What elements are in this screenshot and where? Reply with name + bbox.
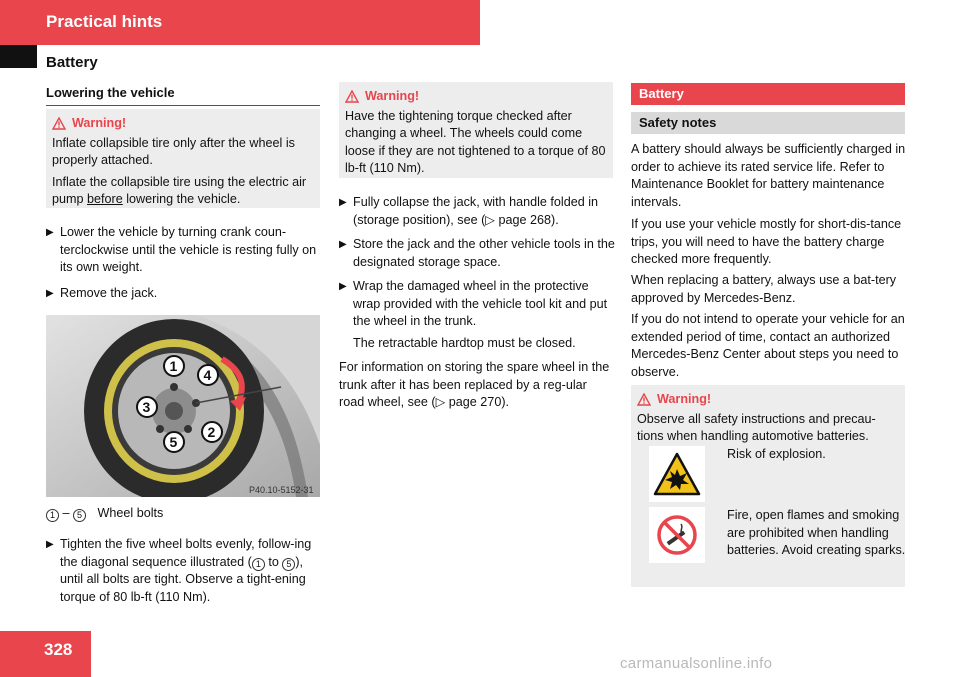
wheel-illustration <box>46 315 320 497</box>
step-arrow-icon: ▶ <box>46 539 54 550</box>
warning-title: Warning! <box>637 391 899 409</box>
bolt-circle-1: 1 <box>252 558 265 571</box>
safety-row-explosion <box>649 446 907 502</box>
bolt-circle-1: 1 <box>46 509 59 522</box>
warning-text: Inflate collapsible tire only after the wheel is properly attached. <box>52 135 295 167</box>
step-store-jack: ▶ Store the jack and the other vehicle tools in the designated storage space. <box>339 237 615 269</box>
warning-text: Inflate the collapsible tire using the electric air pump before lowering the vehicle. <box>52 174 307 206</box>
warning-icon <box>345 90 359 103</box>
warning-icon <box>52 117 66 130</box>
bolt-label-5: 5 <box>169 434 178 450</box>
watermark: carmanualsonline.info <box>620 655 773 672</box>
step-arrow-icon: ▶ <box>339 239 347 250</box>
spare-wheel-paragraph: For information on storing the spare wheel in the trunk after it has been replaced by a reg-ular road wheel, see (▷ page 270). <box>339 360 610 409</box>
chapter-title: Practical hints <box>46 12 163 31</box>
step-remove-jack: ▶ Remove the jack. <box>46 285 322 303</box>
step-collapse-jack: ▶ Fully collapse the jack, with handle folded in (storage position), see (▷ page 268). <box>339 195 599 227</box>
photo-code: P40.10-5152-31 <box>249 485 314 495</box>
warning-text: Observe all safety instructions and precau-tions when handling automotive batteries. <box>637 411 876 443</box>
warning-title: Warning! <box>52 115 314 133</box>
battery-heading: Battery <box>631 83 905 105</box>
corner-block <box>0 45 37 68</box>
step-tighten-bolts: ▶ Tighten the five wheel bolts evenly, follow-ing the diagonal sequence illustrated ( 1 to 5 ), until all bolts are tight. Observe a tight-ening torque of 80 lb-ft (110 Nm). <box>46 537 312 604</box>
warning-box-middle <box>339 82 613 178</box>
step-arrow-icon: ▶ <box>46 227 54 238</box>
warning-text: Have the tightening torque checked after changing a wheel. The wheels could come loose if they are not tightened to a torque of 80 lb-ft (110 Nm). <box>345 108 606 175</box>
step-arrow-icon: ▶ <box>339 197 347 208</box>
step-wrap-wheel: ▶ Wrap the damaged wheel in the protective wrap provided with the vehicle tool kit and put the wheel in the trunk. The retractable hardtop must be closed. <box>339 278 615 352</box>
bolt-label-1: 1 <box>169 358 178 374</box>
safety-text: Risk of explosion. <box>727 447 826 461</box>
step-arrow-icon: ▶ <box>46 288 54 299</box>
battery-paragraph-4: If you do not intend to operate your vehicle for an extended period of time, contact an authorized Mercedes-Benz Center about steps you need to observe. <box>631 312 905 379</box>
step-lower-vehicle: ▶ Lower the vehicle by turning crank coun-terclockwise until the vehicle is resting fully on its own weight. <box>46 225 317 274</box>
explosion-icon <box>649 446 705 502</box>
section-title: Battery <box>46 54 98 71</box>
bolt-circle-5: 5 <box>282 558 295 571</box>
safety-notes-heading: Safety notes <box>631 112 905 134</box>
warning-icon <box>637 393 651 406</box>
battery-paragraph-1: A battery should always be sufficiently charged in order to achieve its rated service life. Refer to Maintenance Booklet for battery maintenance intervals. <box>631 142 906 209</box>
warning-box-left <box>46 109 320 208</box>
subhead-lowering: Lowering the vehicle <box>46 84 320 106</box>
battery-paragraph-3: When replacing a battery, always use a bat-tery approved by Mercedes-Benz. <box>631 273 897 305</box>
bolt-label-4: 4 <box>203 367 212 383</box>
battery-paragraph-2: If you use your vehicle mostly for short-dis-tance trips, you will need to have the battery charge checked more frequently. <box>631 217 902 266</box>
page-number: 328 <box>44 640 73 659</box>
wheel-photo <box>46 315 320 497</box>
safety-text: Fire, open flames and smoking are prohibited when handling batteries. Avoid creating sparks. <box>727 508 906 557</box>
no-fire-icon <box>649 507 705 563</box>
bolt-circle-5: 5 <box>73 509 86 522</box>
step-arrow-icon: ▶ <box>339 281 347 292</box>
photo-caption: 1 – 5 Wheel bolts <box>46 505 320 523</box>
safety-row-fire <box>649 507 907 563</box>
warning-title: Warning! <box>345 88 607 106</box>
step-note: The retractable hardtop must be closed. <box>353 335 576 350</box>
bolt-label-3: 3 <box>142 399 151 415</box>
bolt-label-2: 2 <box>207 424 216 440</box>
